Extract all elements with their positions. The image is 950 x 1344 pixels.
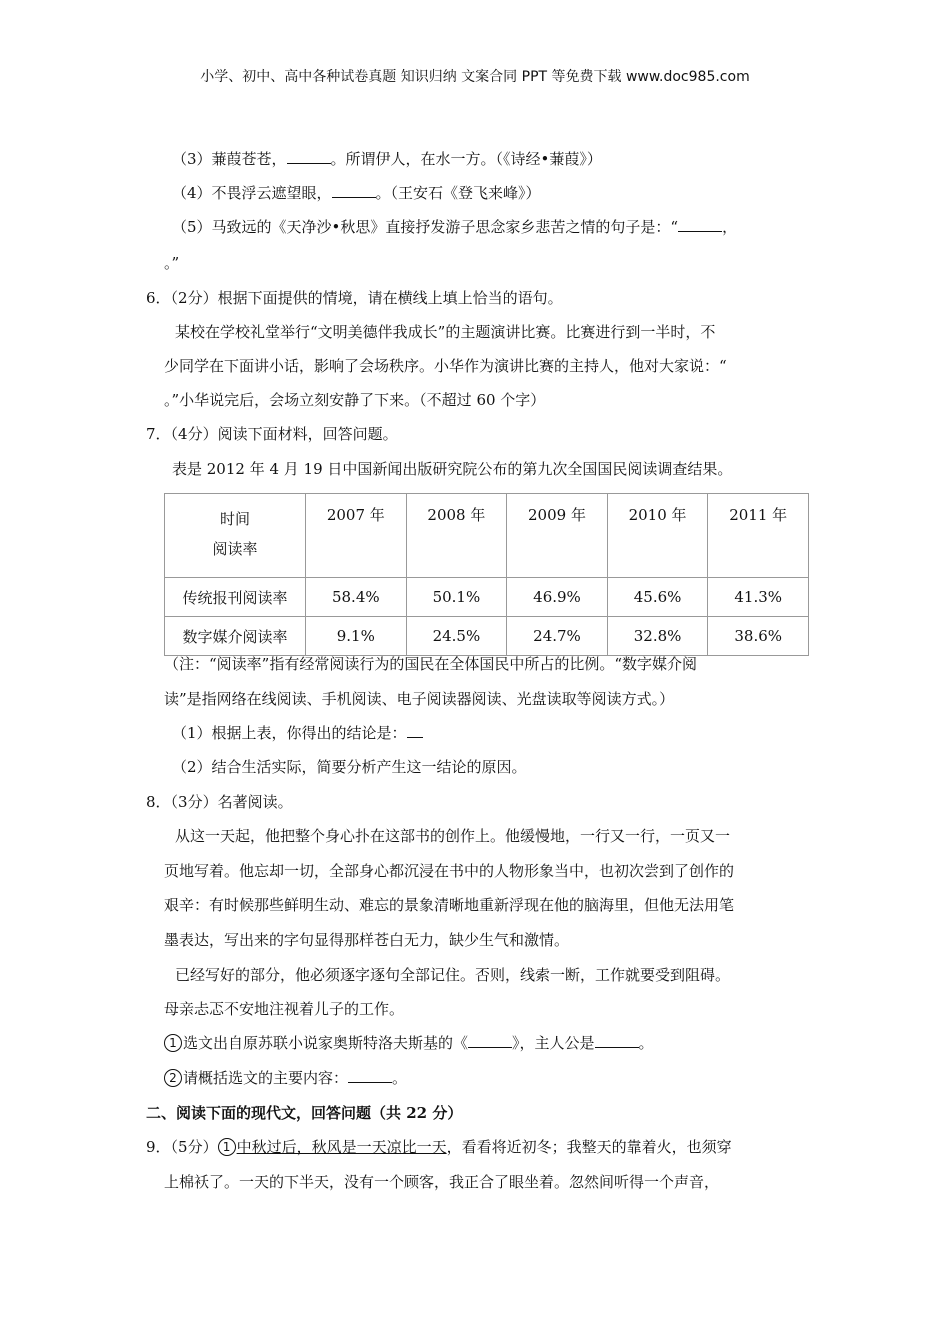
- poem-3-suffix: 。所谓伊人，在水一方。（《诗经•蒹葭》）: [330, 150, 602, 168]
- section-2-title: 二、阅读下面的现代文，回答问题（共 22 分）: [146, 1104, 463, 1122]
- answer-blank[interactable]: [287, 149, 331, 164]
- answer-blank[interactable]: [348, 1068, 392, 1083]
- q8-passage-line: 墨表达，写出来的字句显得那样苍白无力，缺少生气和激情。: [164, 931, 570, 949]
- table-cell: 9.1%: [306, 617, 407, 656]
- answer-blank[interactable]: [332, 183, 376, 198]
- circled-number: 1: [218, 1138, 236, 1156]
- q8-passage-line: 页地写着。他忘却一切，全部身心都沉浸在书中的人物形象当中，也初次尝到了创作的: [164, 862, 735, 880]
- q8-sub2: [164, 1067, 407, 1088]
- circled-number: 2: [164, 1069, 182, 1087]
- column-header: 2008 年: [406, 494, 507, 578]
- poem-item-3: [172, 148, 602, 169]
- q8-sub2-text-b: 。: [392, 1069, 408, 1087]
- q7-intro: 表是 2012 年 4 月 19 日中国新闻出版研究院公布的第九次全国国民阅读调查结果。: [172, 460, 733, 478]
- poem-item-4: [172, 182, 541, 203]
- answer-blank[interactable]: [678, 217, 722, 232]
- table-cell: 58.4%: [306, 578, 407, 617]
- corner-time-label: 时间: [219, 510, 250, 528]
- q8-passage-line: 母亲忐忑不安地注视着儿子的工作。: [164, 1000, 405, 1018]
- table-cell: 24.7%: [507, 617, 608, 656]
- table-cell: 38.6%: [708, 617, 809, 656]
- poem-5-prefix: （5）马致远的《天净沙•秋思》直接抒发游子思念家乡悲苦之情的句子是：“: [172, 218, 679, 236]
- table-row: [165, 617, 809, 656]
- table-cell: 45.6%: [607, 578, 708, 617]
- answer-blank[interactable]: [595, 1033, 639, 1048]
- q8-sub1-text-c: 。: [638, 1034, 654, 1052]
- q7-sub1-text: （1）根据上表，你得出的结论是：: [172, 724, 407, 742]
- q8-passage-line: 从这一天起，他把整个身心扑在这部书的创作上。他缓慢地，一行又一行，一页又一: [175, 827, 731, 845]
- poem-3-prefix: （3）蒹葭苍苍，: [172, 150, 287, 168]
- q8-sub1: [164, 1032, 654, 1053]
- q7-note-line2: 读”是指网络在线阅读、手机阅读、电子阅读器阅读、光盘读取等阅读方式。）: [164, 690, 675, 708]
- poem-4-prefix: （4）不畏浮云遮望眼，: [172, 184, 332, 202]
- q7-title: 7．（4分）阅读下面材料，回答问题。: [146, 425, 398, 443]
- q7-note-line1: （注：“阅读率”指有经常阅读行为的国民在全体国民中所占的比例。“数字媒介阅: [164, 655, 698, 673]
- column-header: 2011 年: [708, 494, 809, 578]
- q8-sub2-text-a: 请概括选文的主要内容：: [183, 1069, 349, 1087]
- poem-5-line2: 。”: [164, 254, 180, 272]
- table-cell: 32.8%: [607, 617, 708, 656]
- q9-line1: [146, 1136, 732, 1157]
- q6-line2: 少同学在下面讲小话，影响了会场秩序。小华作为演讲比赛的主持人，他对大家说：“: [164, 357, 727, 375]
- q6-line3: 。”小华说完后，会场立刻安静了下来。（不超过 60 个字）: [164, 391, 546, 409]
- answer-blank[interactable]: [468, 1033, 512, 1048]
- poem-4-suffix: 。（王安石《登飞来峰》）: [375, 184, 541, 202]
- table-corner-cell: [165, 494, 306, 578]
- table-row: [165, 578, 809, 617]
- poem-item-5: [172, 216, 737, 237]
- q8-sub1-text-a: 选文出自原苏联小说家奥斯特洛夫斯基的《: [183, 1034, 469, 1052]
- table-cell: 50.1%: [406, 578, 507, 617]
- corner-rate-label: 阅读率: [212, 540, 258, 558]
- q9-rest: ，看看将近初冬；我整天的靠着火，也须穿: [446, 1138, 732, 1156]
- table-cell: 41.3%: [708, 578, 809, 617]
- q8-sub1-text-b: 》，主人公是: [512, 1034, 595, 1052]
- q7-sub1: [172, 722, 423, 743]
- answer-blank[interactable]: [407, 723, 423, 738]
- q7-sub2: （2）结合生活实际，简要分析产生这一结论的原因。: [172, 758, 527, 776]
- table-header-row: [165, 494, 809, 578]
- column-header: 2010 年: [607, 494, 708, 578]
- q8-passage-line: 艰辛：有时候那些鲜明生动、难忘的景象清晰地重新浮现在他的脑海里，但他无法用笔: [164, 896, 735, 914]
- row-label: 传统报刊阅读率: [165, 578, 306, 617]
- table-cell: 24.5%: [406, 617, 507, 656]
- q6-title: 6．（2分）根据下面提供的情境，请在横线上填上恰当的语句。: [146, 289, 563, 307]
- row-label: 数字媒介阅读率: [165, 617, 306, 656]
- q9-line2: 上棉袄了。一天的下半天，没有一个顾客，我正合了眼坐着。忽然间听得一个声音，: [164, 1173, 720, 1191]
- reading-rate-table: [164, 493, 809, 656]
- q8-passage-line: 已经写好的部分，他必须逐字逐句全部记住。否则，线索一断，工作就要受到阻碍。: [175, 966, 731, 984]
- q9-prefix: 9．（5分）: [146, 1138, 218, 1156]
- circled-number: 1: [164, 1034, 182, 1052]
- q8-title: 8．（3分）名著阅读。: [146, 793, 293, 811]
- q9-underlined-sentence: 中秋过后，秋风是一天凉比一天: [236, 1138, 447, 1156]
- table-cell: 46.9%: [507, 578, 608, 617]
- column-header: 2009 年: [507, 494, 608, 578]
- poem-5-suffix: ，: [722, 218, 738, 236]
- q6-line1: 某校在学校礼堂举行“文明美德伴我成长”的主题演讲比赛。比赛进行到一半时，不: [175, 323, 716, 341]
- page-header: 小学、初中、高中各种试卷真题 知识归纳 文案合同 PPT 等免费下载 www.doc985.com: [200, 69, 750, 85]
- column-header: 2007 年: [306, 494, 407, 578]
